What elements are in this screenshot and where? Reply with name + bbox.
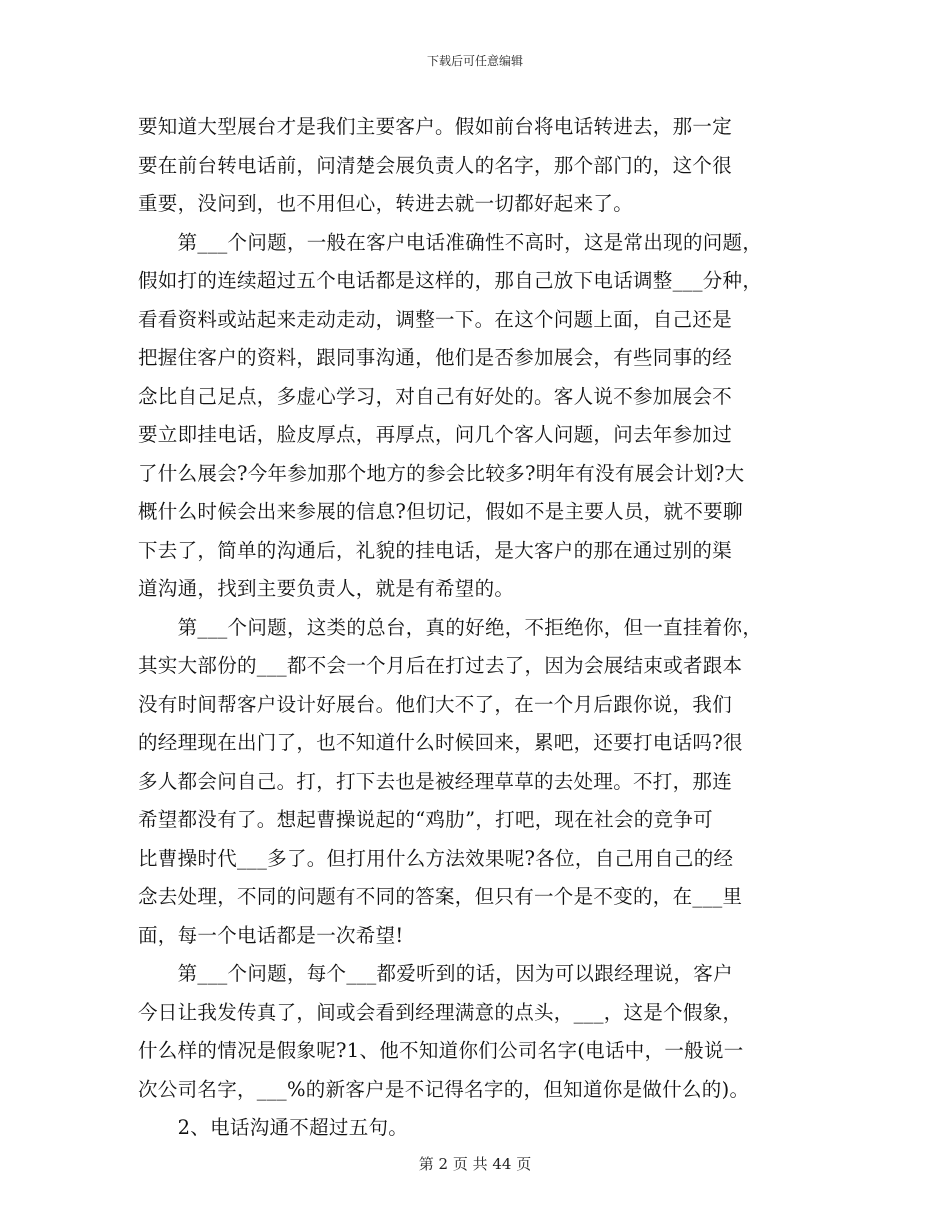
text-line: 次公司名字，___%的新客户是不记得名字的，但知道你是做什么的)。 xyxy=(138,1077,750,1101)
text-line: 要知道大型展台才是我们主要客户。假如前台将电话转进去，那一定 xyxy=(138,115,733,138)
text-line: 比曹操时代___多了。但打用什么方法效果呢?各位，自己用自己的经 xyxy=(138,846,734,870)
page-footer: 第 2 页 共 44 页 xyxy=(418,1155,532,1173)
text-line: 假如打的连续超过五个电话都是这样的，那自己放下电话调整___分种， xyxy=(138,269,763,292)
text-line: 念比自己足点，多虚心学习，对自己有好处的。客人说不参加展会不 xyxy=(138,384,733,408)
text-line: 希望都没有了。想起曹操说起的“鸡肋”，打吧，现在社会的竞争可 xyxy=(138,808,713,831)
page-header: 下载后可任意编辑 xyxy=(426,54,523,68)
text-line: 多人都会问自己。打，打下去也是被经理草草的去处理。不打，那连 xyxy=(138,769,733,793)
text-line: 第___个问题，每个___都爱听到的话，因为可以跟经理说，客户 xyxy=(138,962,733,985)
text-line: 把握住客户的资料，跟同事沟通，他们是否参加展会，有些同事的经 xyxy=(138,346,733,369)
text-line: 念去处理，不同的问题有不同的答案，但只有一个是不变的，在___里 xyxy=(138,885,743,908)
text-line: 的经理现在出门了，也不知道什么时候回来，累吧，还要打电话吗?很 xyxy=(138,731,743,754)
text-line: 概什么时候会出来参展的信息?但切记，假如不是主要人员，就不要聊 xyxy=(138,500,743,523)
text-line: 要立即挂电话，脸皮厚点，再厚点，问几个客人问题，问去年参加过 xyxy=(138,423,733,446)
text-line: 第___个问题，这类的总台，真的好绝，不拒绝你，但一直挂着你， xyxy=(138,615,763,639)
body-text xyxy=(138,108,828,1148)
text-line: 了什么展会?今年参加那个地方的参会比较多?明年有没有展会计划?大 xyxy=(138,461,745,485)
text-line: 看看资料或站起来走动走动，调整一下。在这个问题上面，自己还是 xyxy=(138,307,733,331)
text-line: 重要，没问到，也不用但心，转进去就一切都好起来了。 xyxy=(138,192,634,215)
text-line: 2、电话沟通不超过五句。 xyxy=(138,1116,409,1139)
text-line: 什么样的情况是假象呢?1、他不知道你们公司名字(电话中，一般说一 xyxy=(138,1039,744,1062)
text-line: 面，每一个电话都是一次希望! xyxy=(138,923,404,947)
text-line: 没有时间帮客户设计好展台。他们大不了，在一个月后跟你说，我们 xyxy=(138,692,733,716)
text-line: 下去了，简单的沟通后，礼貌的挂电话，是大客户的那在通过别的渠 xyxy=(138,538,733,562)
text-line: 其实大部份的___都不会一个月后在打过去了，因为会展结束或者跟本 xyxy=(138,654,743,677)
text-line: 第___个问题，一般在客户电话准确性不高时，这是常出现的问题， xyxy=(138,230,763,254)
text-line: 道沟通，找到主要负责人，就是有希望的。 xyxy=(138,577,515,600)
text-line: 今日让我发传真了，间或会看到经理满意的点头，___，这是个假象， xyxy=(138,1000,743,1024)
text-line: 要在前台转电话前，问清楚会展负责人的名字，那个部门的，这个很 xyxy=(138,153,733,177)
